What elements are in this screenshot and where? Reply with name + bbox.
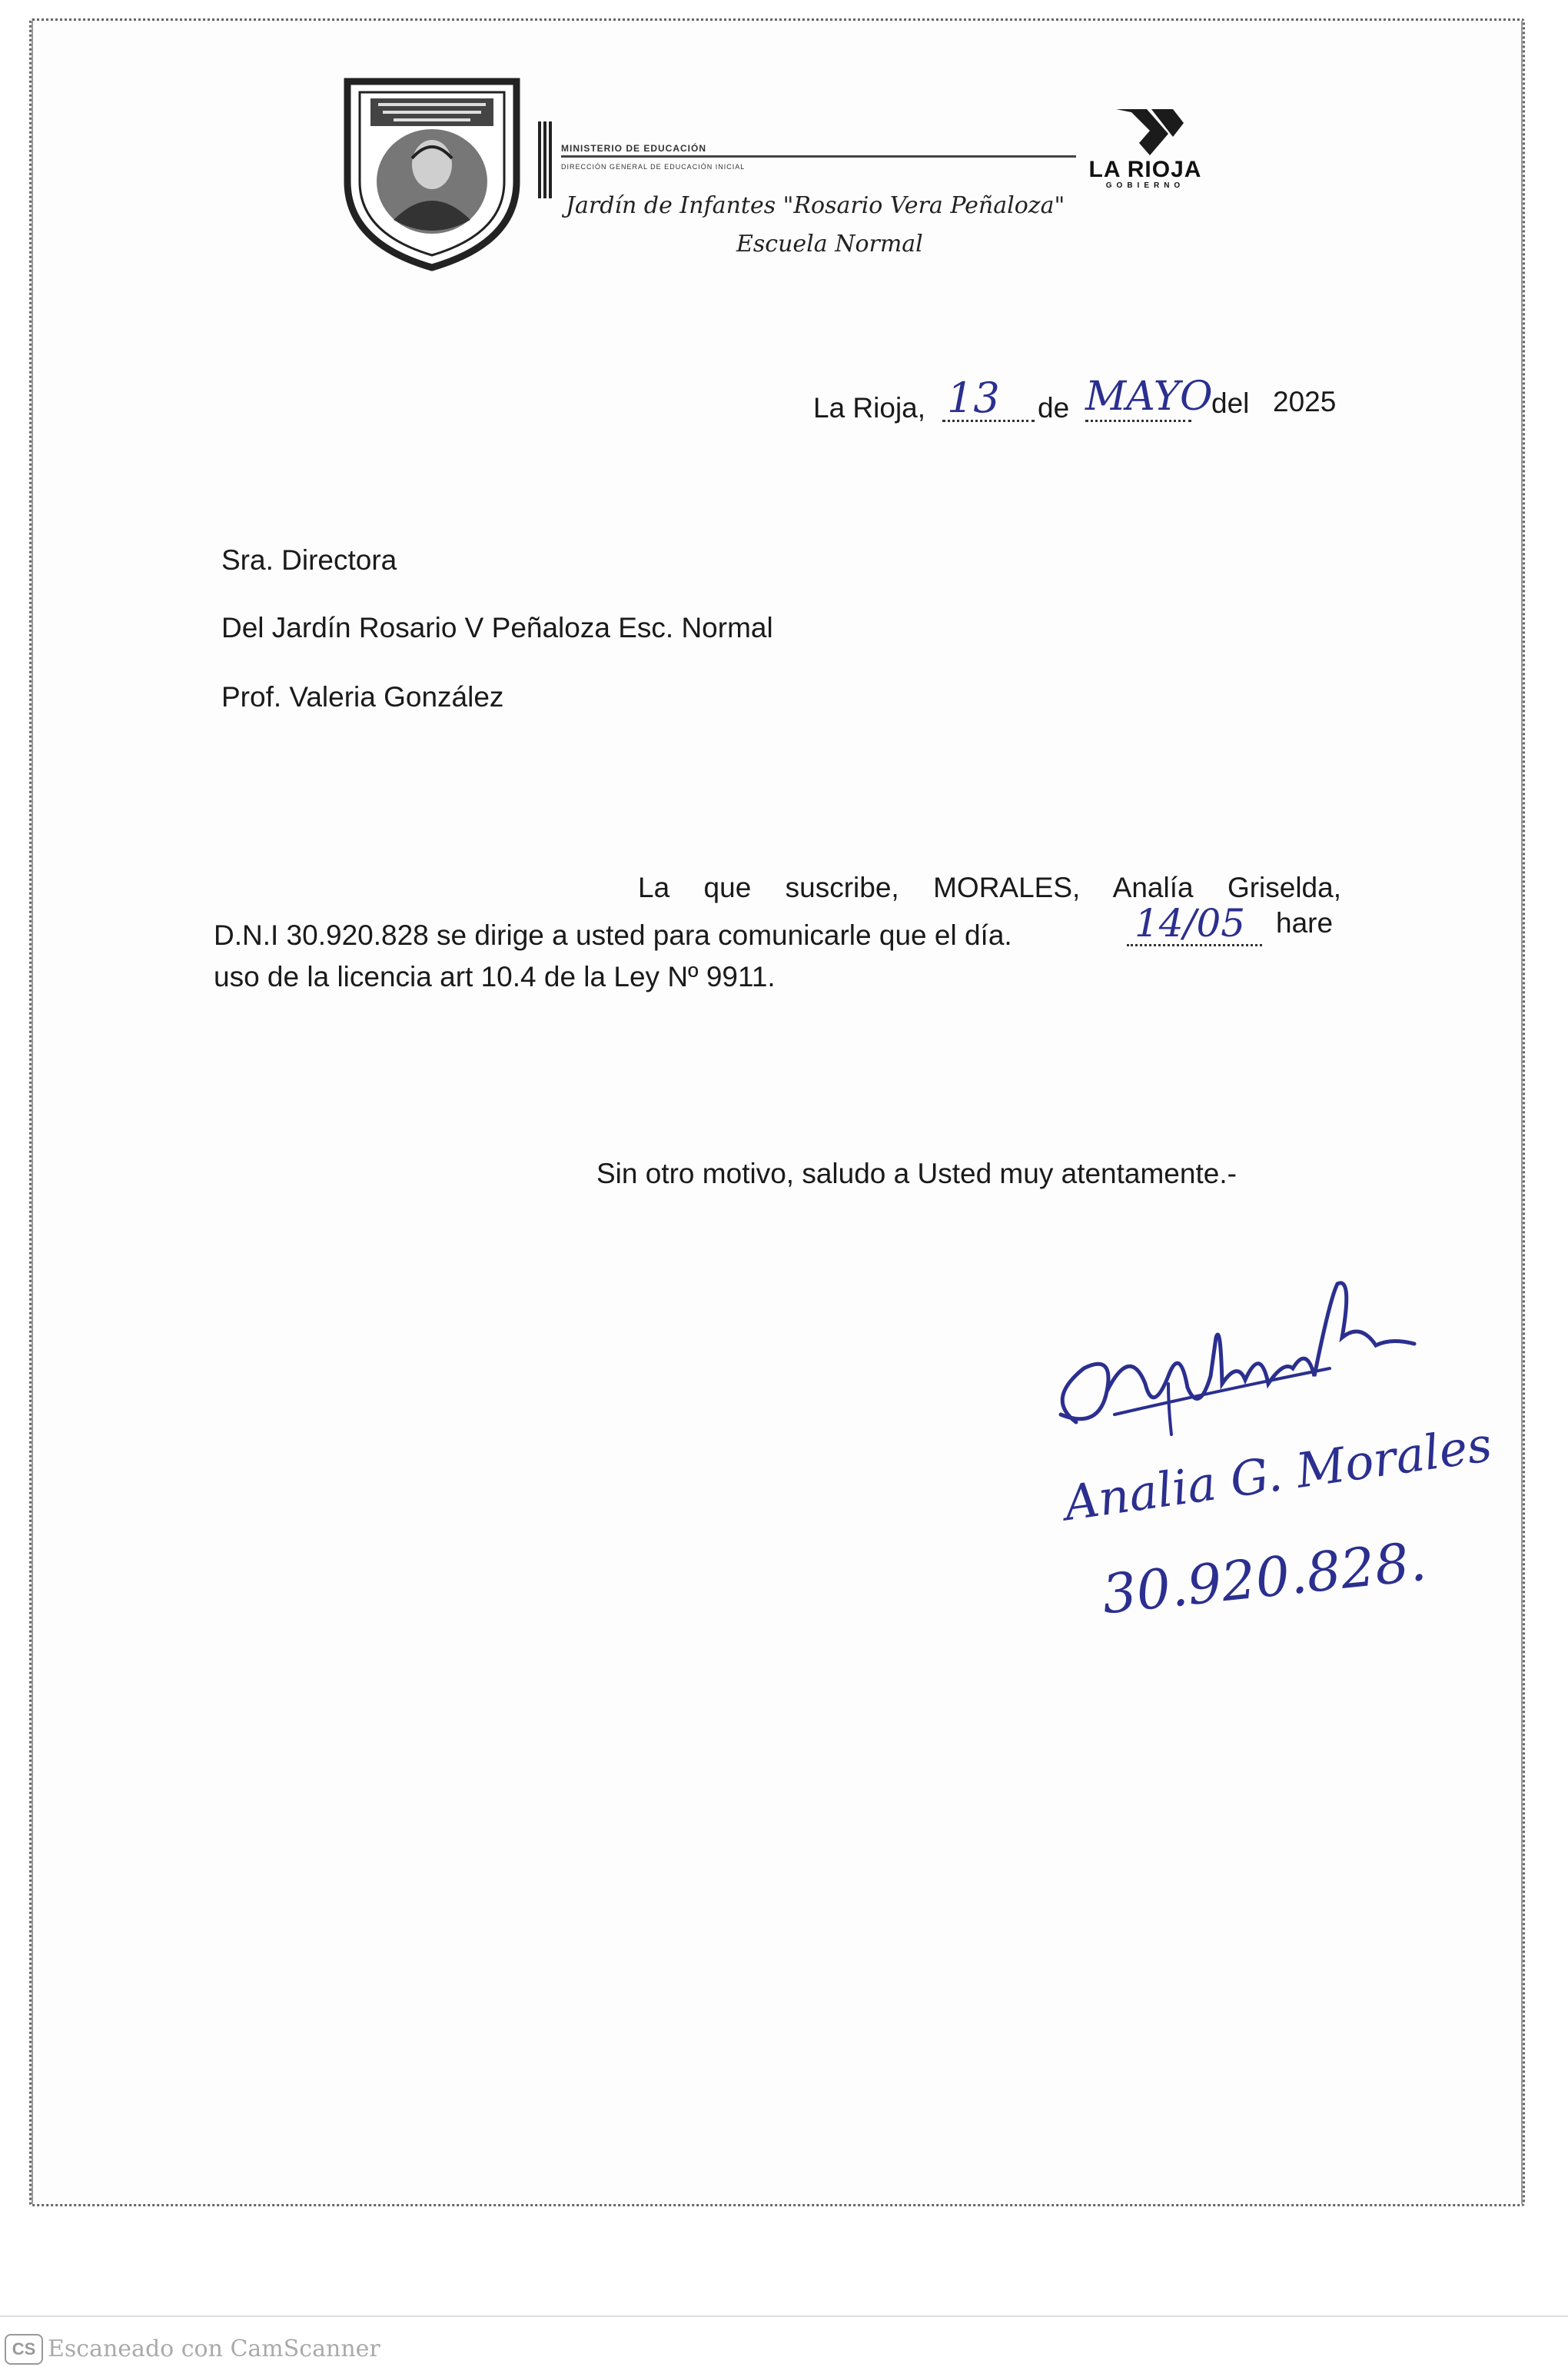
signature-dni: 30.920.828. — [1099, 1529, 1430, 1627]
date-city: La Rioja, — [813, 392, 926, 424]
footer-divider — [0, 2315, 1568, 2317]
date-month: MAYO — [1085, 374, 1213, 420]
leave-date: 14/05 — [1134, 901, 1246, 946]
recipient-name: Prof. Valeria González — [221, 681, 504, 713]
body-line-2-end: hare — [1276, 907, 1334, 939]
date-del: del — [1211, 387, 1250, 419]
date-day: 13 — [947, 374, 1000, 422]
camscanner-icon: CS — [5, 2334, 43, 2365]
body-line-3: uso de la licencia art 10.4 de la Ley Nº 9911. — [214, 961, 776, 992]
direccion-text: DIRECCIÓN GENERAL DE EDUCACIÓN INICIAL — [561, 163, 746, 171]
recipient-title: Sra. Directora — [221, 544, 397, 576]
month-dots — [1085, 420, 1191, 422]
date-year: 2025 — [1273, 386, 1337, 417]
closing-text: Sin otro motivo, saludo a Usted muy atentamente.- — [596, 1158, 1237, 1189]
school-crest-icon — [332, 66, 532, 274]
la-rioja-wordmark: LA RIOJA — [1088, 157, 1202, 182]
sheet-border — [32, 21, 1523, 2204]
school-subtitle: Escuela Normal — [736, 231, 923, 258]
ministry-text: MINISTERIO DE EDUCACIÓN — [561, 143, 707, 154]
body-line-2-start: D.N.I 30.920.828 se dirige a usted para comunicarle que el día. — [214, 919, 1012, 951]
header-barcode-mark — [538, 121, 552, 198]
gobierno-wordmark: GOBIERNO — [1105, 181, 1185, 190]
body-line-1: La que suscribe, MORALES, Analía Griselda, — [638, 872, 1341, 903]
recipient-institution: Del Jardín Rosario V Peñaloza Esc. Normal — [221, 612, 773, 643]
school-name: Jardín de Infantes "Rosario Vera Peñaloza" — [566, 192, 1065, 219]
camscanner-text: Escaneado con CamScanner — [48, 2335, 380, 2362]
signature-name: Analia G. Morales — [1061, 1415, 1496, 1532]
date-de: de — [1038, 392, 1070, 424]
header-divider — [561, 155, 1076, 158]
letter-sheet — [29, 18, 1525, 2206]
scanner-footer — [0, 2315, 1568, 2367]
